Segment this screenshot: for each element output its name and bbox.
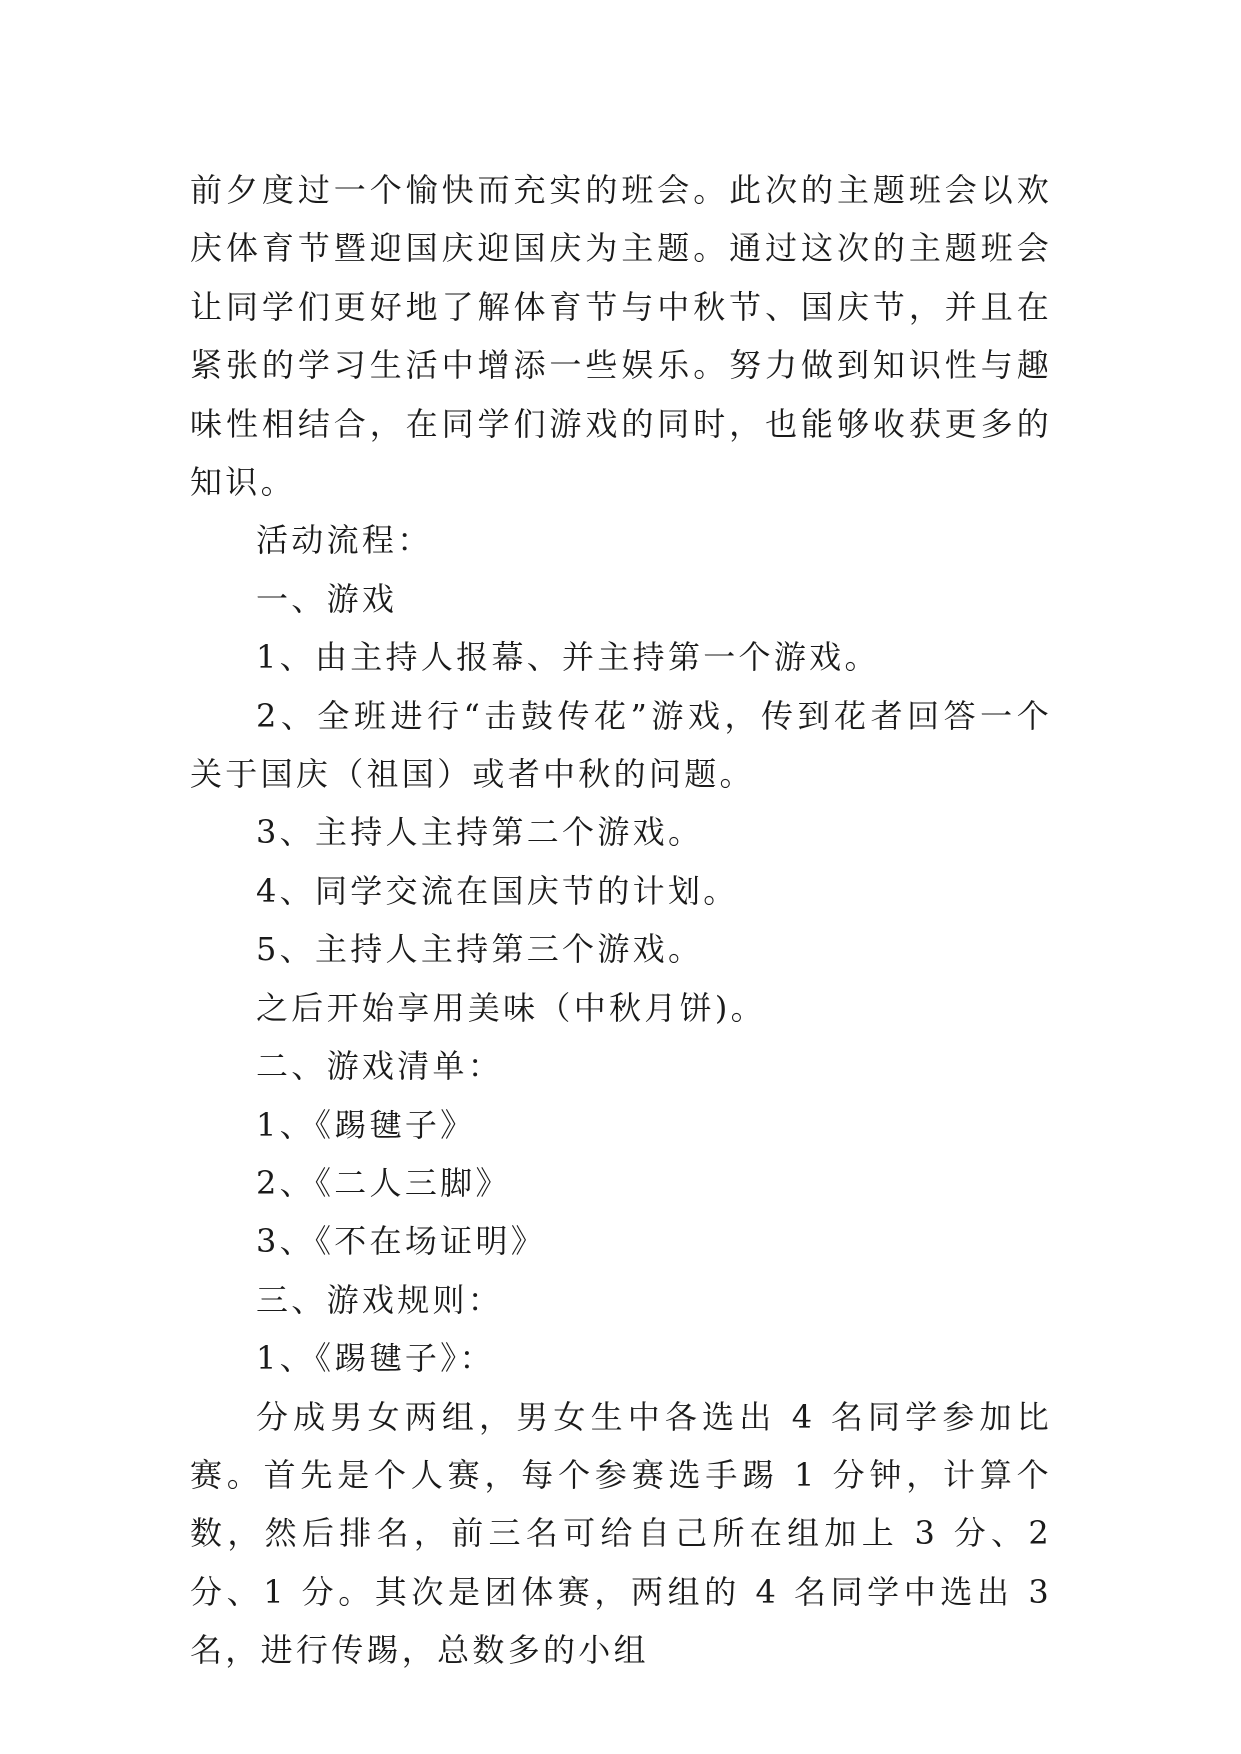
paragraph-step-2: 2、全班进行“击鼓传花”游戏，传到花者回答一个关于国庆（祖国）或者中秋的问题。 [190, 696, 1052, 794]
paragraph-section-two-heading: 二、游戏清单： [256, 1047, 504, 1086]
paragraph-rule-1-heading: 1、《踢毽子》： [256, 1339, 495, 1378]
paragraph-section-three-heading: 三、游戏规则： [256, 1280, 504, 1319]
paragraph-mooncake: 之后开始享用美味（中秋月饼)。 [256, 988, 766, 1027]
paragraph-step-3: 3、主持人主持第二个游戏。 [256, 813, 704, 852]
paragraph-step-5: 5、主持人主持第三个游戏。 [256, 930, 704, 969]
paragraph-activity-flow-heading: 活动流程： [256, 521, 433, 560]
paragraph-game-list-2: 2、《二人三脚》 [256, 1163, 511, 1202]
paragraph-rule-1-body: 分成男女两组，男女生中各选出 4 名同学参加比赛。首先是个人赛，每个参赛选手踢 1 分钟，计算个数，然后排名，前三名可给自己所在组加上 3 分、2 分、1 分。其次是团体赛，两组的 4 名同学中选出 3 名，进行传踢，总数多的小组 [190, 1397, 1052, 1670]
paragraph-step-1: 1、由主持人报幕、并主持第一个游戏。 [256, 638, 880, 677]
paragraph-intro: 前夕度过一个愉快而充实的班会。此次的主题班会以欢庆体育节暨迎国庆迎国庆为主题。通过这次的主题班会让同学们更好地了解体育节与中秋节、国庆节，并且在紧张的学习生活中增添一些娱乐。努力做到知识性与趣味性相结合，在同学们游戏的同时，也能够收获更多的知识。 [190, 171, 1052, 502]
paragraph-step-4: 4、同学交流在国庆节的计划。 [256, 871, 739, 910]
paragraph-game-list-1: 1、《踢毽子》 [256, 1105, 476, 1144]
paragraph-game-list-3: 3、《不在场证明》 [256, 1222, 547, 1261]
document-body [190, 161, 1052, 1680]
paragraph-section-one-heading: 一、游戏 [256, 579, 398, 618]
